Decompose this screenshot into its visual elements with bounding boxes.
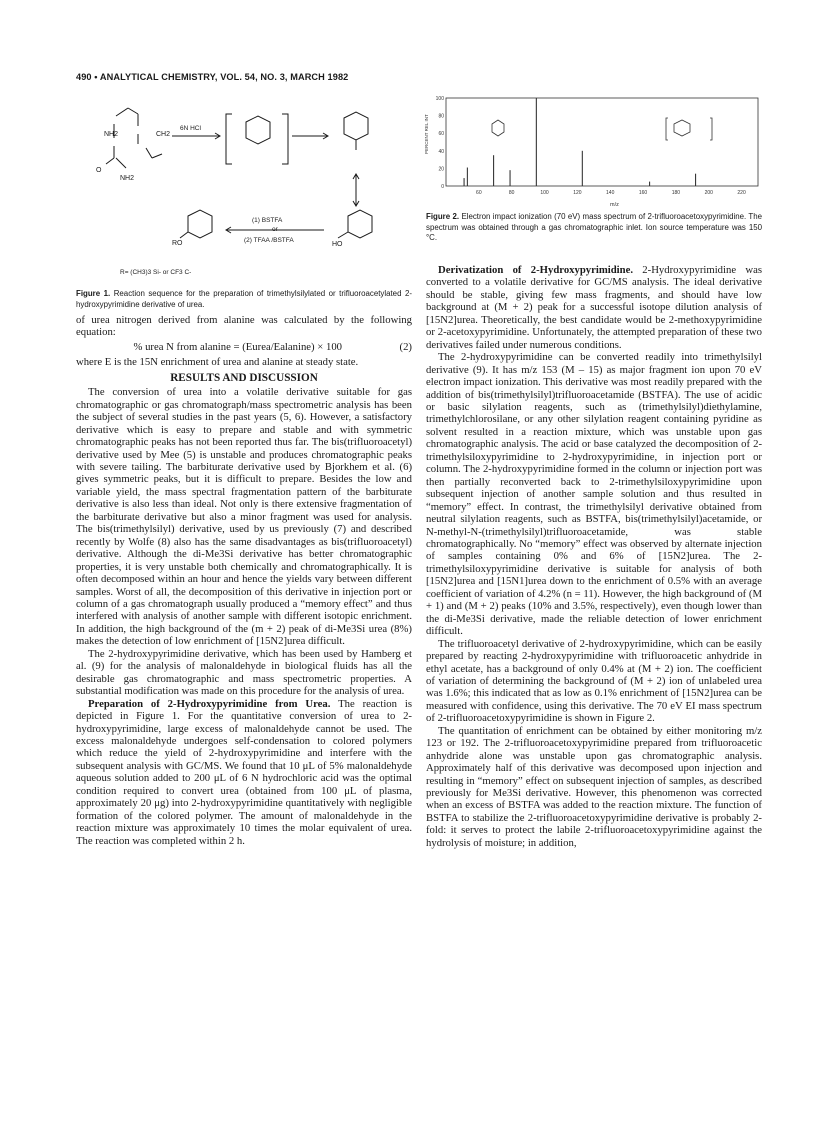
scheme-bstfa-label: (1) BSTFA — [252, 217, 283, 224]
x-axis-label: m/z — [610, 202, 619, 208]
paragraph: where E is the 15N enrichment of urea and alanine at steady state. — [76, 356, 359, 369]
mass-spectrum-chart — [424, 94, 764, 208]
paragraph: of urea nitrogen derived from alanine was calculated by the following equation: — [76, 314, 412, 339]
scheme-or-label: or — [272, 226, 278, 233]
section-heading: RESULTS AND DISCUSSION — [170, 371, 318, 384]
paragraph: The 2-hydroxypyrimidine can be converted readily into trimethylsilyl derivative (9). It has m/z 153 (M – 15) as major fragment ion upon 70 eV electron impact ionization. This derivative was most readily prepared with the addition of bis(trimethylsilyl)trifluoroacetamide (BSTFA). The use of acidic or basic silylation reagents, such as (trimethylsilyl)diethylamine, trimethylchlorosilane, or any other silylation reagent containing pyridine as solvent resulted in a reaction mixture, which was unstable upon gas chromatographic analysis. The acid or base catalyzed the decomposition of 2-trimethylsiloxypyrimidine to 2-hydroxypyrimidine, in injection port or column. The 2-hydroxypyrimidine formed in the column or injection port was then partially reconverted back to 2-trimethylsiloxypyrimidine upon subsequent injection of another sample solution and thus resulted in “memory” effect. In contrast, the trimethylsilyl derivative obtained from neutral silylation reagents, such as BSTFA, bis(trimethylsilyl)acetamide, or N-methyl-N-(trimethylsilyl)trifluoroacetamide, was stable chromatographically. No “memory” effect was observed by alternate injection of samples containing 0% and 6% of [15N2]urea. The 2-trimethylsiloxypyrimidine derivative is suitable for analysis of both [15N2]urea and [15N1]urea down to the enrichment of 0.5% with an average coefficient of variation of 4.2% (n = 11). However, the high background of (M + 1) and (M + 2) peaks (10% and 3.5%, respectively), even though lower than the di-Me3Si derivative, made the reliable detection of lower enrichment difficult. — [426, 351, 762, 638]
scheme-hcl-label: 6N HCl — [180, 125, 201, 132]
y-tick-label: 20 — [438, 166, 444, 173]
scheme-ro-label: RO — [172, 240, 183, 247]
plot-frame — [446, 98, 758, 186]
paragraph: The quantitation of enrichment can be obtained by either monitoring m/z 123 or 192. The 2-trifluoroacetoxypyrimidine prepared from trifluoroacetic anhydride alone was unstable upon gas chromatographic analysis. Approximately half of this derivative was decomposed upon injection and resulting in “memory” effect on subsequent injection of samples, as described previously for Me3Si derivative. However, this phenomenon was corrected when an excess of BSTFA was added to the reaction mixture. The function of BSTFA to stabilize the 2-trifluoroacetoxypyrimidine derivative is probably 2-fold: it serves to protect the labile 2-trifluoroacetoxypyrimidine against the hydrolysis of moisture; in addition, — [426, 724, 762, 849]
x-tick-label: 140 — [606, 190, 615, 196]
reaction-scheme-diagram — [76, 88, 412, 288]
y-tick-label: 40 — [438, 148, 444, 155]
paragraph: The trifluoroacetyl derivative of 2-hydroxypyrimidine, which can be easily prepared by reacting 2-hydroxypyrimidine with trifluoroacetic anhydride in ethyl acetate, has a background of only 0.4% at (M + 2) ion. The coefficient of variation of determining the background of (M + 2) ion of unlabeled urea was 1.6%; this indicated that as low as 0.1% enrichment of [15N2]urea can be measured with confidence, using this derivative. The 70 eV EI mass spectrum of 2-trifluoroacetoxypyrimidine is shown in Figure 2. — [426, 637, 762, 725]
inset-bracket-left — [666, 118, 668, 140]
equation-2 — [76, 341, 412, 353]
figure1-caption-text: Reaction sequence for the preparation of trimethylsilylated or trifluoroacetylated 2-hydroxypyrimidine derivative of urea. — [76, 289, 412, 309]
paragraph — [76, 698, 412, 847]
x-tick-label: 100 — [540, 190, 549, 196]
paragraph: The conversion of urea into a volatile derivative suitable for gas chromatographic or gas chromatograph/mass spectrometric analysis has been the subject of several studies in the past years (5, 6). However, a satisfactory derivative which is easy to prepare and stable and with symmetric chromatographic peaks has not been reported thus far. The bis(trifluoroacetyl) derivative used by Mee (5) is unstable and produces chromatographic peaks with severe tailing. The barbiturate derivative used by Bjorkhem et al. (6) gives symmetric peaks, but it is difficult to prepare. Besides the low and variable yield, the mass spectral fragmentation pattern of the barbiturate derivative is also less than ideal. Not only is there extensive fragmentation of the barbiturate derivative but also a minor fragment was used for analysis. The bis(trimethylsilyl) derivative, used by us previously (7) and described recently by Wolfe (8) also has the same disadvantages as bis(trifluoroacetyl) derivative. Although the di-Me3Si derivative has better chromatographic properties, it is very unstable both chemically and chromatographically. It is often decomposed within an hour and hence the yields vary between different samples. Worst of all, the decomposition of this derivative in injection port or column of a gas chromatograph usually produced a “memory effect” and thus interfered with analysis of another sample with different isotopic enrichment. In addition, the high background of the (m + 2) peak of di-Me3Si urea (8%) makes the detection of low enrichment of [15N2]urea difficult. — [76, 386, 412, 648]
left-column — [76, 314, 412, 847]
scheme-tfaa-label: (2) TFAA /BSTFA — [244, 237, 294, 244]
paragraph: The 2-hydroxypyrimidine derivative, which has been used by Hamberg et al. (9) for the analysis of malonaldehyde in biological fluids has all the desirable gas chromatographic and mass spectrometric properties. A substantial modification was made on this procedure for the analysis of urea. — [76, 647, 412, 698]
figure1-scheme — [76, 88, 412, 288]
equation-text: % urea N from alanine = (Eurea/Ealanine) × 100 — [133, 340, 343, 353]
running-head: 490 • ANALYTICAL CHEMISTRY, VOL. 54, NO. 3, MARCH 1982 — [76, 72, 349, 82]
paragraph-run-head: Preparation of 2-Hydroxypyrimidine from Urea. — [88, 697, 331, 710]
y-tick-label: 100 — [435, 96, 444, 102]
figure2-spectrum — [424, 94, 764, 208]
right-column — [426, 264, 762, 849]
scheme-nh2-label-2: NH2 — [120, 175, 135, 182]
inset-structure-b — [674, 120, 690, 136]
paragraph — [426, 264, 762, 351]
scheme-r-definition: R= (CH3)3 Si- or CF3 C- — [120, 269, 192, 276]
x-tick-label: 180 — [671, 190, 681, 196]
scheme-o-label: O — [96, 167, 102, 174]
scheme-ch2-label: CH2 — [156, 131, 171, 138]
inset-bracket-right — [710, 118, 712, 140]
y-tick-label: 0 — [441, 184, 444, 190]
x-tick-label: 200 — [704, 190, 713, 196]
paragraph-body: The reaction is depicted in Figure 1. For the quantitative conversion of urea to 2-hydroxypyrimidine, large excess of malonaldehyde cannot be used. The excess malonaldehyde undergoes self-condensation to colored polymers which reduce the yield of 2-hydroxypyrimidine and interfere with the subsequent analysis with GC/MS. We found that 10 μL of 5% malonaldehyde aqueous solution added to 200 μL of 6 N hydrochloric acid was the optimal condition required to convert urea (obtained from 100 μL of plasma, approximately 20 μg) into 2-hydroxypyrimidine quantitatively with negligible formation of the colored polymer. The amount of malonaldehyde in the reaction mixture was approximately 10 times the molar equivalent of urea. The reaction was completed within 2 h. — [76, 697, 413, 847]
figure2-caption-label: Figure 2. — [426, 212, 460, 221]
paragraph-body: 2-Hydroxypyrimidine was converted to a volatile derivative for GC/MS analysis. The ideal derivative should be stable, giving few mass fragments, and should have low background at (M + 2) peak for a successful isotope dilution analysis of [15N2]urea. Theoretically, the best candidate would be 2-methoxypyrimidine or 2-acetoxypyrimidine. Unfortunately, the attempted preparation of these two derivatives failed under numerous conditions. — [426, 264, 762, 351]
equation-number: (2) — [399, 340, 412, 353]
x-tick-label: 160 — [638, 190, 648, 196]
figure1-caption-label: Figure 1. — [76, 289, 111, 298]
figure1-caption — [76, 289, 412, 310]
figure2-caption — [426, 212, 762, 244]
y-tick-label: 80 — [438, 113, 444, 120]
paragraph-run-head: Derivatization of 2-Hydroxypyrimidine. — [438, 264, 633, 276]
x-tick-label: 60 — [476, 190, 482, 196]
figure2-caption-text: Electron impact ionization (70 eV) mass spectrum of 2-trifluoroacetoxypyrimidine. The spectrum was obtained through a gas chromatographic inlet. Ion source temperature was 150 °C. — [426, 212, 763, 243]
scheme-nh2-label: NH2 — [104, 131, 119, 138]
x-tick-label: 80 — [508, 190, 515, 196]
scheme-ho-label: HO — [332, 241, 343, 248]
y-axis-label: PERCENT REL INT — [424, 114, 429, 154]
x-tick-label: 120 — [573, 190, 582, 196]
inset-structure-a — [492, 120, 504, 136]
y-tick-label: 60 — [438, 131, 444, 138]
x-tick-label: 220 — [737, 190, 746, 196]
